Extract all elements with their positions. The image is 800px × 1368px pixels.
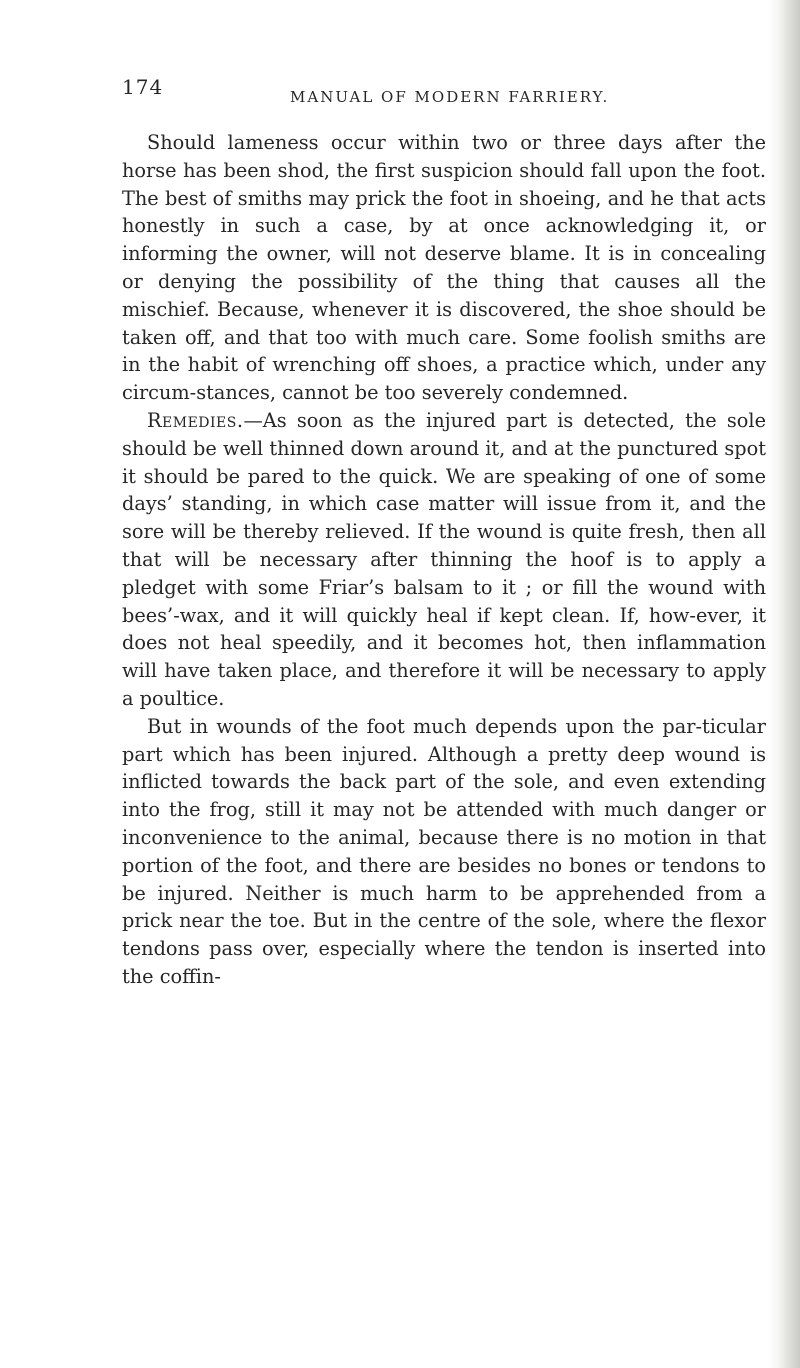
paragraph-text: Should lameness occur within two or three days after the horse has been shod, the first suspicion should fall upon the foot. The best of smiths may prick the foot in shoeing, and he that acts honestly in such a case, by at once acknowledging it, or informing the owner, will not deserve blame. It is in concealing or denying the possibility of the thing that causes all the mischief. Because, whenever it is discovered, the shoe should be taken off, and that too with much care. Some foolish smiths are in the habit of wrenching off shoes, a practice which, under any circum-stances, cannot be too severely condemned.: [122, 131, 766, 405]
page-number: 174: [122, 75, 164, 99]
paragraph-wounds: [122, 713, 766, 991]
running-title: MANUAL OF MODERN FARRIERY.: [290, 88, 610, 106]
paragraph-lameness: [122, 129, 766, 407]
paragraph-remedies: [122, 407, 766, 713]
paragraph-text: —As soon as the injured part is detected, the sole should be well thinned down around it, and at the punctured spot it should be pared to the quick. We are speaking of one of some days’ standing, in which case matter will issue from it, and the sore will be thereby relieved. If the wound is quite fresh, then all that will be necessary after thinning the hoof is to apply a pledget with some Friar’s balsam to it ; or fill the wound with bees’-wax, and it will quickly heal if kept clean. If, how-ever, it does not heal speedily, and it becomes hot, then inflammation will have taken place, and therefore it will be necessary to apply a poultice.: [122, 408, 766, 710]
section-lead-in: Remedies.: [147, 408, 244, 432]
paragraph-text: But in wounds of the foot much depends upon the par-ticular part which has been injured. Although a pretty deep wound is inflicted towards the back part of the sole, and even extending into the frog, still it may not be attended with much danger or inconvenience to the animal, because there is no motion in that portion of the foot, and there are besides no bones or tendons to be injured. Neither is much harm to be apprehended from a prick near the toe. But in the centre of the sole, where the flexor tendons pass over, especially where the tendon is inserted into the coffin-: [122, 714, 766, 988]
page-edge-shadow: [768, 0, 800, 1368]
body-text: [122, 129, 766, 991]
